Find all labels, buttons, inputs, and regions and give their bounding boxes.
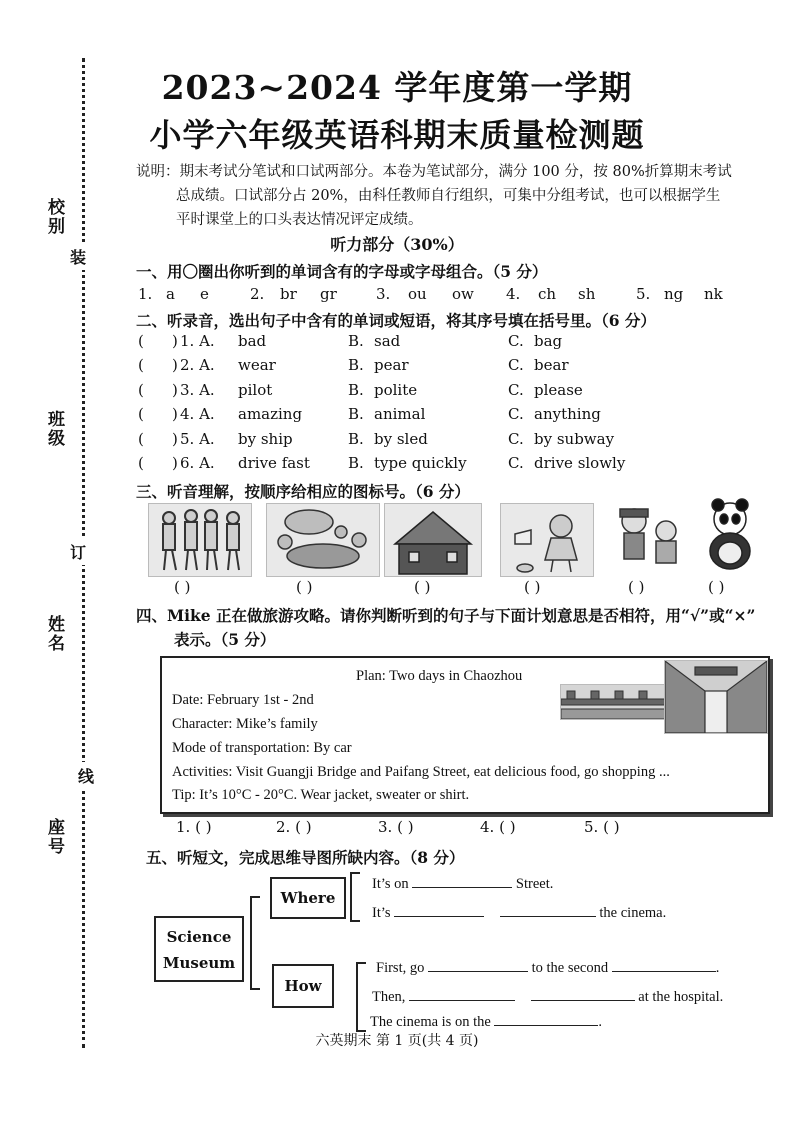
where-2-suffix: the cinema.	[599, 905, 667, 921]
how-2-suffix: at the hospital.	[638, 989, 724, 1005]
s2-row-1-c-label: C.	[508, 332, 524, 350]
s1-item-4-b[interactable]: sh	[578, 285, 596, 303]
how-1-prefix: First, go	[376, 960, 425, 976]
how-line-2	[372, 986, 723, 1006]
section-4-title-cont: 表示。（5 分）	[174, 630, 276, 649]
picture-girl-cheese-mouse	[500, 503, 594, 577]
s2-row-5-c-label: C.	[508, 430, 524, 448]
plan-date: Date: February 1st - 2nd	[172, 692, 314, 708]
section-5-title: 五、听短文，完成思维导图所缺内容。（8 分）	[146, 848, 465, 867]
s2-row-3-answer-close[interactable]: )	[172, 381, 178, 399]
how-2-blank-1[interactable]	[409, 986, 515, 1001]
section-1-items	[138, 285, 738, 305]
bind-char-ding: 订	[70, 538, 86, 565]
how-line-1	[376, 957, 719, 977]
s2-row-3-option-a: pilot	[238, 381, 273, 399]
how-1-suffix: .	[715, 960, 720, 976]
s2-row-5-answer-open[interactable]: (	[138, 430, 144, 448]
how-2-prefix: Then,	[372, 989, 406, 1005]
section-1-title: 一、用〇圈出你听到的单词含有的字母或字母组合。（5 分）	[136, 262, 548, 281]
s2-row-2-option-b: pear	[374, 356, 409, 374]
s2-row-3-b-label: B.	[348, 381, 364, 399]
listening-part-title: 听力部分（30%）	[330, 235, 464, 254]
s1-item-1-num: 1.	[138, 285, 153, 303]
instructions-line-1: 说明：期末考试分笔试和口试两部分。本卷为笔试部分，满分 100 分，按 80%折算期末考试	[136, 164, 732, 180]
s2-row-3-answer-open[interactable]: (	[138, 381, 144, 399]
section-4-title: 四、Mike 正在做旅游攻略。请你判断听到的句子与下面计划意思是否相符，用“√”或“×”	[136, 606, 756, 625]
s2-row-4-c-label: C.	[508, 405, 524, 423]
s2-row-6-option-b: type quickly	[374, 454, 467, 472]
where-2-blank-2[interactable]	[500, 902, 596, 917]
s1-item-4-a[interactable]: ch	[538, 285, 557, 303]
s2-row-5-answer-close[interactable]: )	[172, 430, 178, 448]
seat-label: 座号	[44, 818, 64, 856]
s2-row-6-answer-open[interactable]: (	[138, 454, 144, 472]
s2-row-1-option-a: bad	[238, 332, 267, 350]
page-footer: 六英期末 第 1 页(共 4 页)	[315, 1033, 479, 1049]
plan-activities: Activities: Visit Guangji Bridge and Paifang Street, eat delicious food, go shopping ...	[172, 764, 670, 780]
s1-item-4-num: 4.	[506, 285, 521, 303]
exam-title-year: 2023~2024 学年度第一学期	[161, 68, 633, 107]
s1-item-5-num: 5.	[636, 285, 651, 303]
bind-char-zhuang: 装	[70, 243, 86, 270]
s2-row-3-option-b: polite	[374, 381, 418, 399]
mindmap-root-box	[154, 916, 244, 982]
s2-row-1-option-b: sad	[374, 332, 401, 350]
s2-row-2-answer-close[interactable]: )	[172, 356, 178, 374]
section-3-title: 三、听音理解，按顺序给相应的图标号。（6 分）	[136, 482, 470, 501]
picture-city-street	[384, 503, 482, 577]
where-1-blank[interactable]	[412, 873, 512, 888]
s3-answer-2[interactable]: ( )	[296, 578, 313, 596]
how-3-suffix: .	[598, 1014, 603, 1030]
instructions-line-3: 平时课堂上的口头表达情况评定成绩。	[176, 212, 423, 228]
s1-item-2-a[interactable]: br	[280, 285, 297, 303]
s3-answer-3[interactable]: ( )	[414, 578, 431, 596]
name-label: 姓名	[44, 615, 64, 653]
instructions-line-2: 总成绩。口试部分占 20%，由科任教师自行组织，可集中分组考试，也可以根据学生	[176, 188, 721, 204]
s2-row-1-b-label: B.	[348, 332, 364, 350]
class-label: 班级	[44, 410, 64, 448]
picture-people-walking	[148, 503, 252, 577]
s2-row-6-b-label: B.	[348, 454, 364, 472]
s4-answer-3[interactable]: 3. ( )	[378, 818, 414, 836]
mindmap-root-line-1: Science	[166, 928, 232, 946]
s2-row-6-answer-close[interactable]: )	[172, 454, 178, 472]
how-line-3	[370, 1011, 602, 1031]
where-2-prefix: It’s	[372, 905, 391, 921]
s3-answer-1[interactable]: ( )	[174, 578, 191, 596]
mindmap-where-brace	[350, 872, 360, 922]
mindmap-root-brace	[250, 896, 260, 990]
s4-answer-4[interactable]: 4. ( )	[480, 818, 516, 836]
mindmap-where-box: Where	[270, 877, 346, 919]
picture-panda	[700, 497, 760, 573]
s2-row-3-num: 3. A.	[180, 381, 215, 399]
s2-row-4-option-c: anything	[534, 405, 601, 423]
s2-row-4-answer-close[interactable]: )	[172, 405, 178, 423]
s2-row-5-option-c: by subway	[534, 430, 615, 448]
s3-answer-4[interactable]: ( )	[524, 578, 541, 596]
s1-item-1-a[interactable]: a	[166, 285, 175, 303]
school-label: 校别	[44, 198, 64, 236]
plan-tip: Tip: It’s 10°C - 20°C. Wear jacket, sweater or shirt.	[172, 787, 470, 803]
how-1-blank-2[interactable]	[612, 957, 716, 972]
s2-row-5-b-label: B.	[348, 430, 364, 448]
s3-answer-6[interactable]: ( )	[708, 578, 725, 596]
s2-row-2-b-label: B.	[348, 356, 364, 374]
s1-item-3-a[interactable]: ou	[408, 285, 427, 303]
where-line-2	[372, 902, 666, 922]
s2-row-4-option-b: animal	[374, 405, 426, 423]
how-1-mid: to the second	[531, 960, 609, 976]
s2-row-1-num: 1. A.	[180, 332, 215, 350]
s1-item-5-b[interactable]: nk	[704, 285, 723, 303]
how-3-blank[interactable]	[494, 1011, 598, 1026]
s1-item-2-b[interactable]: gr	[320, 285, 337, 303]
s2-row-1-option-c: bag	[534, 332, 563, 350]
mindmap-how-brace	[356, 962, 366, 1032]
picture-family-picnic	[266, 503, 380, 577]
s1-item-2-num: 2.	[250, 285, 265, 303]
plan-transport: Mode of transportation: By car	[172, 740, 352, 756]
picture-guangji-bridge	[560, 684, 666, 720]
s2-row-6-option-a: drive fast	[238, 454, 310, 472]
s2-row-2-c-label: C.	[508, 356, 524, 374]
mindmap-root-line-2: Museum	[162, 954, 236, 972]
how-1-blank-1[interactable]	[428, 957, 528, 972]
s2-row-6-option-c: drive slowly	[534, 454, 626, 472]
s2-row-2-num: 2. A.	[180, 356, 215, 374]
exam-instructions	[136, 160, 780, 232]
s2-row-6-num: 6. A.	[180, 454, 215, 472]
where-1-prefix: It’s on	[372, 876, 409, 892]
how-2-blank-2[interactable]	[531, 986, 635, 1001]
s4-answer-1[interactable]: 1. ( )	[176, 818, 212, 836]
where-2-blank-1[interactable]	[394, 902, 484, 917]
s2-row-5-option-a: by ship	[238, 430, 293, 448]
s2-row-4-option-a: amazing	[238, 405, 303, 423]
s2-row-3-c-label: C.	[508, 381, 524, 399]
s2-row-2-answer-open[interactable]: (	[138, 356, 144, 374]
picture-police-boy	[608, 503, 690, 575]
s1-item-1-b[interactable]: e	[200, 285, 209, 303]
s2-row-2-option-c: bear	[534, 356, 569, 374]
picture-paifang-street	[664, 660, 768, 734]
how-3-prefix: The cinema is on the	[370, 1014, 491, 1030]
s1-item-3-num: 3.	[376, 285, 391, 303]
s2-row-5-num: 5. A.	[180, 430, 215, 448]
s3-answer-5[interactable]: ( )	[628, 578, 645, 596]
where-line-1	[372, 873, 553, 893]
s4-answer-2[interactable]: 2. ( )	[276, 818, 312, 836]
s2-row-6-c-label: C.	[508, 454, 524, 472]
section-2-title: 二、听录音，选出句子中含有的单词或短语，将其序号填在括号里。（6 分）	[136, 311, 656, 330]
mindmap-how-box: How	[272, 964, 334, 1008]
s2-row-4-b-label: B.	[348, 405, 364, 423]
s2-row-5-option-b: by sled	[374, 430, 428, 448]
where-1-suffix: Street.	[515, 876, 554, 892]
bind-char-xian: 线	[78, 762, 94, 789]
s2-row-1-answer-close[interactable]: )	[172, 332, 178, 350]
s2-row-3-option-c: please	[534, 381, 583, 399]
s2-row-1-answer-open[interactable]: (	[138, 332, 144, 350]
plan-character: Character: Mike’s family	[172, 716, 318, 732]
exam-title-main: 小学六年级英语科期末质量检测题	[149, 116, 645, 154]
s1-item-3-b[interactable]: ow	[452, 285, 474, 303]
s2-row-4-answer-open[interactable]: (	[138, 405, 144, 423]
s2-row-2-option-a: wear	[238, 356, 276, 374]
s1-item-5-a[interactable]: ng	[664, 285, 684, 303]
plan-heading: Plan: Two days in Chaozhou	[356, 668, 523, 684]
s4-answer-5[interactable]: 5. ( )	[584, 818, 620, 836]
s2-row-4-num: 4. A.	[180, 405, 215, 423]
